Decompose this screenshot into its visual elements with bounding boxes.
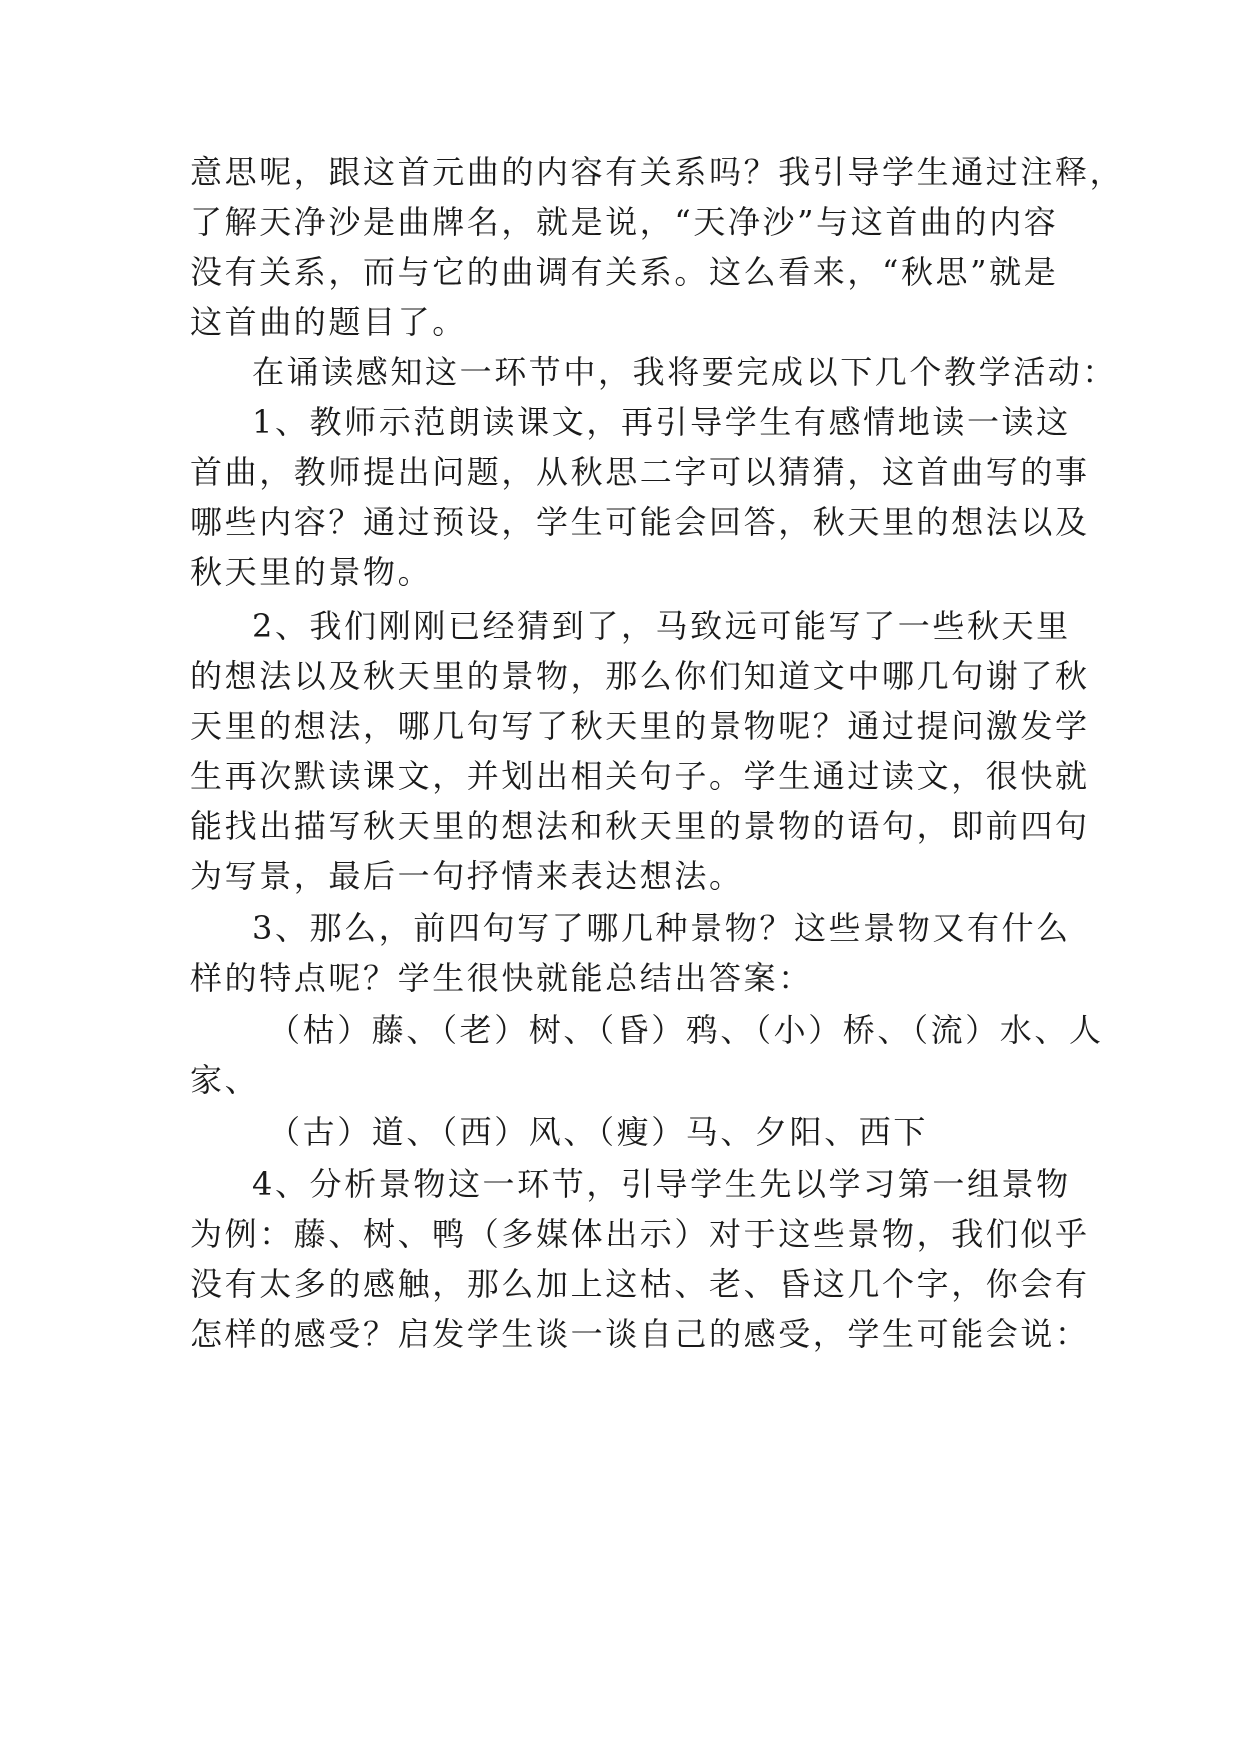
text-line: 哪些内容？通过预设，学生可能会回答，秋天里的想法以及 [190, 503, 1090, 541]
paragraph-first-line: 在诵读感知这一环节中，我将要完成以下几个教学活动： [252, 353, 1118, 391]
text-line: 能找出描写秋天里的想法和秋天里的景物的语句，即前四句 [190, 807, 1090, 845]
text-line: 家、 [190, 1061, 260, 1099]
list-item-1: 1、教师示范朗读课文，再引导学生有感情地读一读这 [252, 403, 1071, 441]
scenery-list-line: （古）道、（西）风、（瘦）马、夕阳、西下 [268, 1113, 929, 1151]
text-line: 样的特点呢？学生很快就能总结出答案： [190, 959, 813, 997]
text-line: 这首曲的题目了。 [190, 303, 467, 341]
text-line: 为写景，最后一句抒情来表达想法。 [190, 857, 744, 895]
list-item-3: 3、那么，前四句写了哪几种景物？这些景物又有什么 [252, 909, 1071, 947]
list-item-2: 2、我们刚刚已经猜到了，马致远可能写了一些秋天里 [252, 607, 1071, 645]
text-line: 怎样的感受？启发学生谈一谈自己的感受，学生可能会说： [190, 1315, 1090, 1353]
text-line: 首曲，教师提出问题，从秋思二字可以猜猜，这首曲写的事 [190, 453, 1090, 491]
text-line: 了解天净沙是曲牌名，就是说，“天净沙”与这首曲的内容 [190, 203, 1059, 241]
text-line: 天里的想法，哪几句写了秋天里的景物呢？通过提问激发学 [190, 707, 1090, 745]
text-line: 生再次默读课文，并划出相关句子。学生通过读文，很快就 [190, 757, 1090, 795]
text-line: 意思呢，跟这首元曲的内容有关系吗？我引导学生通过注释， [190, 153, 1125, 191]
text-line: 的想法以及秋天里的景物，那么你们知道文中哪几句谢了秋 [190, 657, 1090, 695]
text-line: 没有关系，而与它的曲调有关系。这么看来，“秋思”就是 [190, 253, 1059, 291]
text-line: 秋天里的景物。 [190, 553, 433, 591]
scenery-list-line: （枯）藤、（老）树、（昏）鸦、（小）桥、（流）水、人 [268, 1011, 1104, 1049]
list-item-4: 4、分析景物这一环节，引导学生先以学习第一组景物 [252, 1165, 1071, 1203]
text-line: 为例：藤、树、鸭（多媒体出示）对于这些景物，我们似乎 [190, 1215, 1090, 1253]
text-line: 没有太多的感触，那么加上这枯、老、昏这几个字，你会有 [190, 1265, 1090, 1303]
